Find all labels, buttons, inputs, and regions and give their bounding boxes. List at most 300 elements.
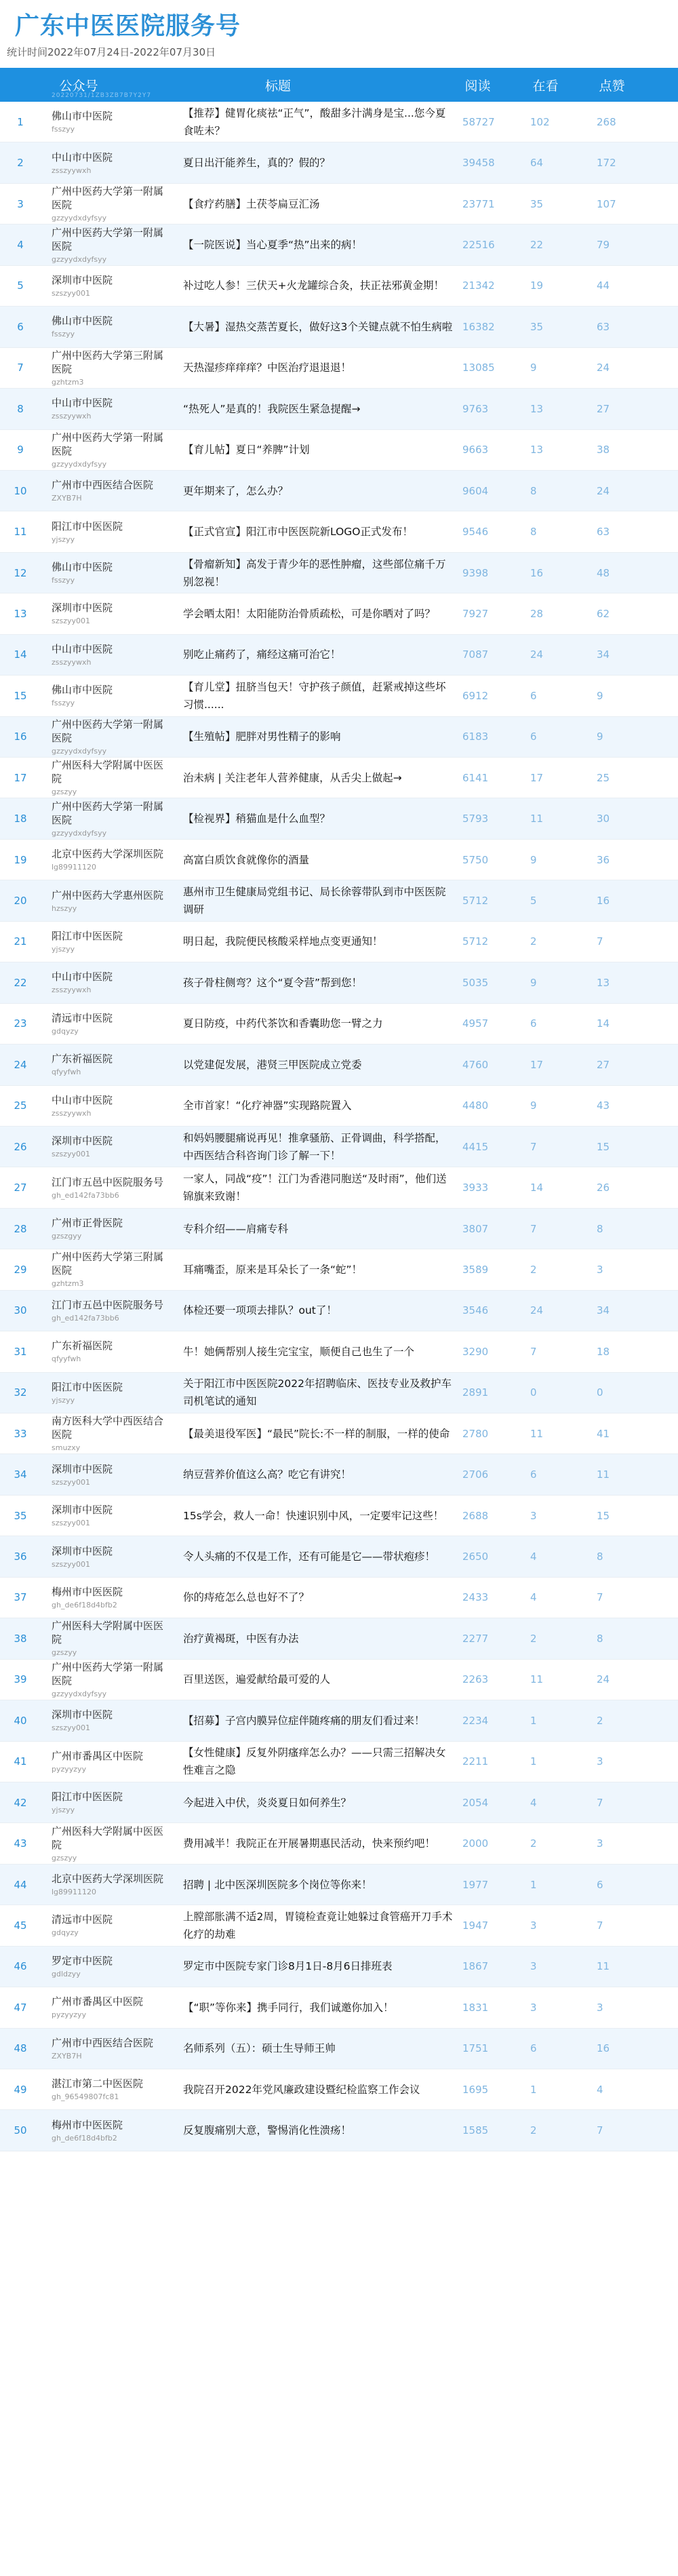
- account-cell: [52, 389, 170, 429]
- col-title: 标题: [264, 78, 291, 94]
- article-title-link[interactable]: [183, 1536, 454, 1576]
- article-title-link[interactable]: [183, 1660, 454, 1700]
- account-name: 中山市中医院: [52, 397, 113, 410]
- table-row[interactable]: [0, 1987, 678, 2028]
- table-row[interactable]: [0, 142, 678, 183]
- read-count: 58727: [462, 115, 495, 128]
- read-count: 2650: [462, 1550, 489, 1563]
- table-row[interactable]: [0, 553, 678, 593]
- account-cell: [52, 717, 170, 757]
- table-row[interactable]: [0, 1618, 678, 1659]
- account-id: qfyyfwh: [52, 1354, 81, 1364]
- read-count: 4957: [462, 1017, 489, 1030]
- article-title-link[interactable]: [183, 1373, 454, 1413]
- like-count: 8: [597, 1222, 603, 1235]
- read-count: 39458: [462, 157, 495, 170]
- article-title-link[interactable]: [183, 717, 454, 757]
- read-count: 2780: [462, 1427, 489, 1440]
- table-row[interactable]: [0, 1127, 678, 1167]
- table-row[interactable]: [0, 1823, 678, 1864]
- article-title: 【大暑】湿热交蒸苦夏长，做好这3个关键点就不怕生病啦: [183, 320, 453, 333]
- account-cell: [52, 1249, 170, 1289]
- table-row[interactable]: [0, 1086, 678, 1127]
- table-row[interactable]: [0, 1496, 678, 1536]
- account-id: lg89911120: [52, 863, 97, 872]
- watching-count: 6: [530, 689, 537, 702]
- article-title: 治未病 | 关注老年人营养健康，从舌尖上做起→: [183, 771, 402, 784]
- article-title-link[interactable]: [183, 593, 454, 633]
- article-title-link[interactable]: [183, 430, 454, 470]
- watching-count: 24: [530, 1304, 544, 1317]
- like-count: 36: [597, 853, 610, 866]
- table-row[interactable]: [0, 471, 678, 511]
- account-name: 深圳市中医院: [52, 1709, 113, 1721]
- article-title-link[interactable]: [183, 1249, 454, 1289]
- account-id: gdqyzy: [52, 1928, 79, 1938]
- rank-number: 11: [14, 526, 27, 539]
- account-id: ZXYB7H: [52, 2051, 82, 2061]
- table-row[interactable]: [0, 1947, 678, 1987]
- watching-count: 2: [530, 1837, 537, 1850]
- rank-number: 6: [17, 320, 24, 333]
- article-title: “热死人”是真的！我院医生紧急提醒→: [183, 402, 361, 415]
- article-title: 【育儿帖】夏日“养脾”计划: [183, 444, 310, 456]
- like-count: 7: [597, 1919, 603, 1932]
- read-count: 9763: [462, 402, 489, 415]
- like-count: 268: [597, 115, 616, 128]
- article-title-link[interactable]: [183, 1496, 454, 1536]
- rank-number: 41: [14, 1755, 27, 1768]
- account-name: 深圳市中医院: [52, 1504, 113, 1517]
- article-title-link[interactable]: [183, 798, 454, 838]
- table-row[interactable]: [0, 840, 678, 880]
- rank-number: 45: [14, 1919, 27, 1932]
- account-cell: [52, 184, 170, 224]
- article-title: 【一院医说】当心夏季“热”出来的病！: [183, 239, 363, 252]
- account-name: 中山市中医院: [52, 971, 113, 983]
- account-id: gzzyydxdyfsyy: [52, 214, 107, 223]
- table-row[interactable]: [0, 1660, 678, 1700]
- account-id: szszyy001: [52, 1150, 91, 1159]
- table-row[interactable]: [0, 389, 678, 429]
- article-title: 今起进入中伏，炎炎夏日如何养生？: [183, 1796, 352, 1809]
- article-title: 【最美退役军医】“最民”院长:不一样的制服，一样的使命: [183, 1427, 450, 1440]
- like-count: 79: [597, 239, 610, 252]
- account-name: 梅州市中医医院: [52, 1585, 123, 1598]
- article-title-link[interactable]: [183, 962, 454, 1002]
- article-title-link[interactable]: [183, 142, 454, 182]
- account-id: ZXYB7H: [52, 494, 82, 503]
- article-title: 夏日防疫，中药代茶饮和香囊助您一臂之力: [183, 1017, 383, 1030]
- read-count: 9546: [462, 526, 489, 539]
- watching-count: 17: [530, 1058, 544, 1071]
- table-row[interactable]: [0, 1045, 678, 1085]
- account-id: zsszyywxh: [52, 985, 92, 995]
- account-id: zsszyywxh: [52, 1108, 92, 1118]
- rank-number: 49: [14, 2083, 27, 2096]
- like-count: 11: [597, 1468, 610, 1481]
- rank-number: 47: [14, 2001, 27, 2014]
- article-title: 反复腹痛别大意，警惕消化性溃疡！: [183, 2124, 352, 2137]
- read-count: 21342: [462, 279, 495, 292]
- read-count: 3933: [462, 1182, 489, 1194]
- account-id: zsszyywxh: [52, 657, 92, 667]
- like-count: 3: [597, 1755, 603, 1768]
- table-row[interactable]: [0, 1373, 678, 1413]
- account-id: gzszyy: [52, 1648, 77, 1658]
- like-count: 107: [597, 197, 616, 210]
- table-row[interactable]: [0, 798, 678, 839]
- table-row[interactable]: [0, 758, 678, 798]
- table-row[interactable]: [0, 1905, 678, 1946]
- article-title-link[interactable]: [183, 266, 454, 306]
- article-title-link[interactable]: [183, 1618, 454, 1658]
- article-title: 【育儿堂】扭脐当包天！守护孩子颜值，赶紧戒掉这些坏习惯......: [183, 680, 446, 711]
- article-title-link[interactable]: [183, 676, 454, 716]
- read-count: 1585: [462, 2124, 489, 2137]
- like-count: 38: [597, 444, 610, 456]
- article-title: 天热湿疹痒痒痒？中医治疗退退退！: [183, 362, 352, 374]
- rank-number: 48: [14, 2042, 27, 2055]
- rank-number: 14: [14, 648, 27, 661]
- watching-count: 17: [530, 771, 544, 784]
- article-title: 【检视界】稍猫血是什么血型？: [183, 813, 331, 825]
- rank-number: 29: [14, 1263, 27, 1276]
- article-title-link[interactable]: [183, 1578, 454, 1618]
- watching-count: 7: [530, 1140, 537, 1153]
- table-row[interactable]: [0, 2110, 678, 2151]
- rank-number: 35: [14, 1509, 27, 1522]
- table-row[interactable]: [0, 307, 678, 347]
- table-row[interactable]: [0, 880, 678, 921]
- watching-count: 22: [530, 239, 544, 252]
- rank-number: 18: [14, 813, 27, 825]
- like-count: 18: [597, 1345, 610, 1358]
- table-row[interactable]: [0, 1782, 678, 1823]
- rank-number: 16: [14, 730, 27, 743]
- account-name: 广东祈福医院: [52, 1340, 113, 1352]
- article-title-link[interactable]: [183, 348, 454, 388]
- account-cell: [52, 1905, 170, 1945]
- account-id: gdqyzy: [52, 1026, 79, 1036]
- account-name: 佛山市中医院: [52, 561, 113, 574]
- article-title: 别吃止痛药了，痛经这痛可治它！: [183, 648, 341, 661]
- watching-count: 28: [530, 607, 544, 620]
- table-row[interactable]: [0, 102, 678, 142]
- like-count: 26: [597, 1182, 610, 1194]
- article-title-link[interactable]: [183, 1291, 454, 1331]
- article-title-link[interactable]: [183, 922, 454, 962]
- watching-count: 9: [530, 976, 537, 989]
- table-row[interactable]: [0, 1454, 678, 1495]
- account-id: fsszyy: [52, 125, 75, 134]
- watching-count: 7: [530, 1345, 537, 1358]
- account-cell: [52, 635, 170, 675]
- account-name: 湛江市第二中医医院: [52, 2077, 144, 2090]
- read-count: 3807: [462, 1222, 489, 1235]
- article-title-link[interactable]: [183, 184, 454, 224]
- article-title-link[interactable]: [183, 1167, 454, 1207]
- account-cell: [52, 2029, 170, 2069]
- watching-count: 13: [530, 444, 544, 456]
- account-cell: [52, 1496, 170, 1536]
- account-cell: [52, 1742, 170, 1782]
- account-name: 广州市中西医结合医院: [52, 479, 154, 492]
- article-title: 高富白质饮食就像你的酒量: [183, 853, 310, 866]
- table-row[interactable]: [0, 266, 678, 307]
- table-row[interactable]: [0, 1331, 678, 1372]
- rank-number: 20: [14, 895, 27, 908]
- table-row[interactable]: [0, 2069, 678, 2110]
- article-title: 更年期来了，怎么办？: [183, 484, 289, 497]
- table-row[interactable]: [0, 1578, 678, 1618]
- article-title-link[interactable]: [183, 1782, 454, 1822]
- read-count: 2000: [462, 1837, 489, 1850]
- rank-number: 19: [14, 853, 27, 866]
- article-title-link[interactable]: [183, 840, 454, 880]
- like-count: 63: [597, 526, 610, 539]
- table-row[interactable]: [0, 511, 678, 552]
- table-row[interactable]: [0, 922, 678, 962]
- account-id: pyzyyzyy: [52, 2010, 87, 2020]
- article-title-link[interactable]: [183, 1454, 454, 1494]
- read-count: 5712: [462, 895, 489, 908]
- like-count: 24: [597, 362, 610, 374]
- account-cell: [52, 1618, 170, 1658]
- account-cell: [52, 1127, 170, 1167]
- table-row[interactable]: [0, 430, 678, 471]
- table-row[interactable]: [0, 1536, 678, 1577]
- article-title: 15s学会，救人一命！快速识别中风，一定要牢记这些！: [183, 1509, 444, 1522]
- read-count: 4480: [462, 1099, 489, 1112]
- article-title-link[interactable]: [183, 1004, 454, 1044]
- table-row[interactable]: [0, 593, 678, 634]
- account-id: pyzyyzyy: [52, 1764, 87, 1774]
- account-cell: [52, 225, 170, 265]
- rank-number: 44: [14, 1878, 27, 1891]
- account-cell: [52, 2110, 170, 2150]
- article-title: 夏日出汗能养生，真的？假的？: [183, 157, 331, 170]
- article-title: 以党建促发展，港贤三甲医院成立党委: [183, 1058, 362, 1071]
- article-title-link[interactable]: [183, 1742, 454, 1782]
- read-count: 23771: [462, 197, 495, 210]
- article-title: 令人头痛的不仅是工作，还有可能是它——带状疱疹！: [183, 1550, 436, 1563]
- article-title-link[interactable]: [183, 1209, 454, 1249]
- table-row[interactable]: [0, 962, 678, 1003]
- watching-count: 9: [530, 853, 537, 866]
- account-name: 深圳市中医院: [52, 1544, 113, 1557]
- article-title: 治疗黄褐斑，中医有办法: [183, 1632, 299, 1645]
- watching-count: 0: [530, 1386, 537, 1399]
- article-title: 体检还要一项项去排队？out了！: [183, 1304, 337, 1317]
- account-name: 深圳市中医院: [52, 602, 113, 614]
- account-id: gh_de6f18d4bfb2: [52, 1600, 117, 1609]
- account-name: 广州医科大学附属中医医院: [52, 759, 164, 785]
- rank-number: 24: [14, 1058, 27, 1071]
- col-watching: 在看: [532, 78, 559, 94]
- rank-number: 22: [14, 976, 27, 989]
- like-count: 24: [597, 1673, 610, 1686]
- table-row[interactable]: [0, 2029, 678, 2069]
- like-count: 3: [597, 1837, 603, 1850]
- like-count: 25: [597, 771, 610, 784]
- table-row[interactable]: [0, 225, 678, 265]
- account-name: 深圳市中医院: [52, 273, 113, 286]
- like-count: 48: [597, 566, 610, 579]
- article-title-link[interactable]: [183, 2029, 454, 2069]
- account-id: szszyy001: [52, 617, 91, 626]
- col-account-sub: 20220731/1ZB3ZB7B7Y2Y7: [52, 92, 152, 99]
- article-title-link[interactable]: [183, 1331, 454, 1371]
- article-title-link[interactable]: [183, 2069, 454, 2109]
- account-id: gh_ed142fa73bb6: [52, 1190, 119, 1200]
- article-title-link[interactable]: [183, 1413, 454, 1453]
- account-id: gzzyydxdyfsyy: [52, 459, 107, 469]
- rank-number: 21: [14, 935, 27, 948]
- account-id: szszyy001: [52, 1559, 91, 1569]
- article-title-link[interactable]: [183, 307, 454, 347]
- like-count: 8: [597, 1632, 603, 1645]
- page-title: 广东中医医院服务号: [15, 12, 241, 40]
- article-title: 牛！她俩帮别人接生完宝宝，顺便自己也生了一个: [183, 1345, 415, 1358]
- read-count: 2706: [462, 1468, 489, 1481]
- read-count: 7927: [462, 607, 489, 620]
- article-title: 耳痛嘴歪，原来是耳朵长了一条“蛇”！: [183, 1263, 363, 1276]
- article-title: 【招募】子宫内膜异位症伴随疼痛的朋友们看过来！: [183, 1714, 425, 1727]
- article-title-link[interactable]: [183, 1865, 454, 1905]
- watching-count: 3: [530, 2001, 537, 2014]
- account-name: 广州医科大学附属中医医院: [52, 1620, 164, 1646]
- account-name: 广州中医药大学惠州医院: [52, 889, 164, 901]
- like-count: 15: [597, 1509, 610, 1522]
- table-row[interactable]: [0, 348, 678, 389]
- date-range: 统计时间2022年07月24日-2022年07月30日: [7, 46, 216, 58]
- read-count: 9663: [462, 444, 489, 456]
- table-row[interactable]: [0, 1249, 678, 1290]
- article-title: 【生殖帖】肥胖对男性精子的影响: [183, 730, 341, 743]
- watching-count: 35: [530, 197, 544, 210]
- account-name: 广州市番禺区中医院: [52, 1749, 144, 1762]
- account-cell: [52, 1331, 170, 1371]
- watching-count: 8: [530, 484, 537, 497]
- watching-count: 24: [530, 648, 544, 661]
- like-count: 7: [597, 1591, 603, 1604]
- table-row[interactable]: [0, 1004, 678, 1045]
- article-title-link[interactable]: [183, 1045, 454, 1085]
- read-count: 2891: [462, 1386, 489, 1399]
- article-title-link[interactable]: [183, 1086, 454, 1126]
- account-id: zsszyywxh: [52, 412, 92, 421]
- read-count: 6141: [462, 771, 489, 784]
- article-title: 关于阳江市中医医院2022年招聘临床、医技专业及救护车司机笔试的通知: [183, 1378, 452, 1408]
- article-title-link[interactable]: [183, 1127, 454, 1167]
- rank-number: 42: [14, 1796, 27, 1809]
- article-title: 惠州市卫生健康局党组书记、局长徐蓉带队到市中医医院调研: [183, 886, 446, 916]
- article-title-link[interactable]: [183, 1905, 454, 1945]
- article-title-link[interactable]: [183, 758, 454, 798]
- account-id: gzhtzm3: [52, 377, 84, 387]
- account-id: zsszyywxh: [52, 165, 92, 175]
- account-cell: [52, 798, 170, 838]
- article-title: 百里送医，遍爱献给最可爱的人: [183, 1673, 331, 1686]
- table-row[interactable]: [0, 676, 678, 716]
- watching-count: 102: [530, 115, 550, 128]
- account-name: 广州市中西医结合医院: [52, 2036, 154, 2049]
- table-row[interactable]: [0, 184, 678, 225]
- account-name: 广州中医药大学第一附属医院: [52, 185, 164, 212]
- article-title-link[interactable]: [183, 880, 454, 920]
- table-row[interactable]: [0, 635, 678, 676]
- article-title: 孩子骨柱侧弯？这个“夏令营”帮到您！: [183, 976, 363, 989]
- table-row[interactable]: [0, 1700, 678, 1741]
- watching-count: 2: [530, 935, 537, 948]
- article-title: 罗定市中医院专家门诊8月1日-8月6日排班表: [183, 1960, 393, 1973]
- read-count: 5750: [462, 853, 489, 866]
- article-title-link[interactable]: [183, 389, 454, 429]
- article-title: 【正式官宣】阳江市中医医院新LOGO正式发布！: [183, 526, 413, 539]
- article-title: 纳豆营养价值这么高？吃它有讲究！: [183, 1468, 352, 1481]
- account-cell: [52, 1209, 170, 1249]
- account-id: szszyy001: [52, 1723, 91, 1733]
- watching-count: 8: [530, 526, 537, 539]
- like-count: 11: [597, 1960, 610, 1973]
- watching-count: 1: [530, 1878, 537, 1891]
- watching-count: 3: [530, 1919, 537, 1932]
- account-name: 阳江市中医医院: [52, 1380, 123, 1393]
- table-row[interactable]: [0, 1167, 678, 1208]
- account-cell: [52, 1823, 170, 1863]
- article-title-link[interactable]: [183, 511, 454, 551]
- like-count: 24: [597, 484, 610, 497]
- account-name: 南方医科大学中西医结合医院: [52, 1415, 164, 1441]
- like-count: 34: [597, 1304, 610, 1317]
- article-title-link[interactable]: [183, 1947, 454, 1987]
- article-title-link[interactable]: [183, 225, 454, 265]
- article-title-link[interactable]: [183, 635, 454, 675]
- read-count: 9604: [462, 484, 489, 497]
- table-row[interactable]: [0, 1742, 678, 1782]
- watching-count: 9: [530, 362, 537, 374]
- account-name: 北京中医药大学深圳医院: [52, 848, 164, 861]
- table-row[interactable]: [0, 1413, 678, 1454]
- table-row[interactable]: [0, 1209, 678, 1249]
- table-row[interactable]: [0, 1291, 678, 1331]
- account-name: 广州中医药大学第一附属医院: [52, 718, 164, 744]
- article-title-link[interactable]: [183, 471, 454, 511]
- watching-count: 2: [530, 1632, 537, 1645]
- account-name: 阳江市中医医院: [52, 929, 123, 942]
- article-title: 费用减半！我院正在开展暑期惠民活动，快来预约吧！: [183, 1837, 436, 1850]
- account-cell: [52, 430, 170, 470]
- table-row[interactable]: [0, 1865, 678, 1905]
- rank-number: 10: [14, 484, 27, 497]
- article-title-link[interactable]: [183, 102, 454, 142]
- account-name: 江门市五邑中医院服务号: [52, 1175, 164, 1188]
- read-count: 1751: [462, 2042, 489, 2055]
- watching-count: 64: [530, 157, 544, 170]
- article-title-link[interactable]: [183, 1700, 454, 1740]
- article-title-link[interactable]: [183, 1987, 454, 2027]
- account-cell: [52, 1947, 170, 1987]
- article-title-link[interactable]: [183, 553, 454, 593]
- account-cell: [52, 1373, 170, 1413]
- account-name: 广州中医药大学第一附属医院: [52, 1660, 164, 1687]
- article-title: 【推荐】健胃化痰祛“正气”，酸甜多汁满身是宝...您今夏食咗未？: [183, 106, 446, 137]
- article-title-link[interactable]: [183, 2110, 454, 2150]
- article-title-link[interactable]: [183, 1823, 454, 1863]
- table-row[interactable]: [0, 717, 678, 758]
- read-count: 3290: [462, 1345, 489, 1358]
